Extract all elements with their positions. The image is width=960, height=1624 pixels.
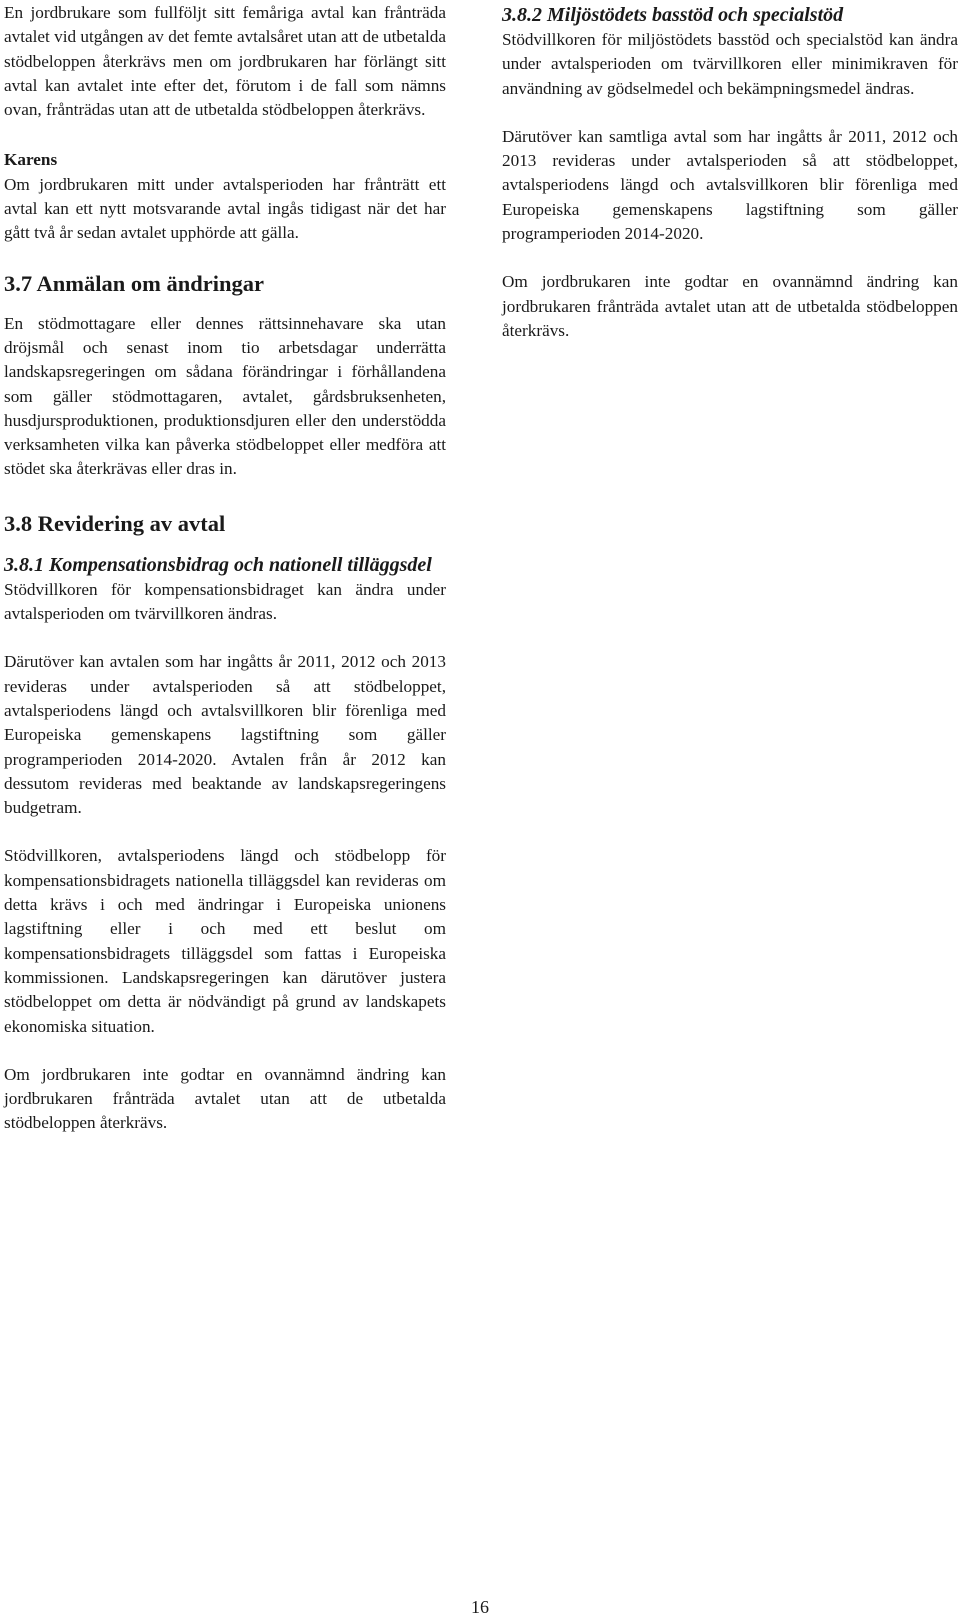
section-3-8-1-paragraph-1: Stödvillkoren för kompensationsbidraget kan ändra under avtalsperioden om tvärvillkoren ändras. (4, 579, 446, 624)
section-3-8-2-paragraph-1: Stödvillkoren för miljöstödets basstöd och specialstöd kan ändra under avtalsperioden om tvärvillkoren eller minimikraven för användning av gödselmedel och bekämpningsmedel ändras. (502, 30, 958, 98)
karens-paragraph: Om jordbrukaren mitt under avtalsperioden har frånträtt ett avtal kan ett nytt motsvarande avtal ingås tidigast när det har gått två år sedan avtalet upphörde att gälla. (4, 174, 446, 243)
section-3-7-paragraph: En stödmottagare eller dennes rättsinnehavare ska utan dröjsmål och senast inom tio arbetsdagar underrätta landskapsregeringen om sådana förändringar i förhållandena som gäller stödmottagaren, avtalet, gårdsbruksenheten, husdjursproduktionen, produktionsdjuren eller den understödda verksamheten vilka kan påverka stödbeloppet eller medföra att stödet ska återkrävas eller dras in. (4, 313, 446, 479)
section-3-8-1-heading: 3.8.1 Kompensationsbidrag och nationell tilläggsdel (4, 553, 432, 576)
section-3-8-2-heading: 3.8.2 Miljöstödets basstöd och specialstöd (502, 4, 844, 26)
section-3-7-heading: 3.7 Anmälan om ändringar (4, 270, 265, 296)
section-3-8-1-paragraph-2: Därutöver kan avtalen som har ingåtts år 2011, 2012 och 2013 revideras under avtalsperioden så att stödbeloppet, avtalsperiodens längd och avtalsvillkoren blir förenliga med Europeiska gemenskapens lagstiftning som gäller programperioden 2014-2020. Avtalen från år 2012 kan dessutom revideras med beaktande av landskapsregeringens budgetram. (4, 652, 446, 818)
left-column (4, 0, 446, 1136)
section-3-8-2-paragraph-3: Om jordbrukaren inte godtar en ovannämnd ändring kan jordbrukaren frånträda avtalet utan att de utbetalda stödbeloppen återkrävs. (502, 272, 958, 340)
page-number: 16 (471, 1597, 489, 1617)
section-3-8-heading: 3.8 Revidering av avtal (4, 510, 226, 536)
section-3-8-1-paragraph-3: Stödvillkoren, avtalsperiodens längd och stödbelopp för kompensationsbidragets nationella tilläggsdel kan revideras om detta krävs i och med ändringar i Europeiska unionens lagstiftning eller i och med ett beslut om kompensationsbidragets tilläggsdel som fattas i Europeiska kommissionen. Landskapsregeringen kan därutöver justera stödbeloppet om detta är nödvändigt på grund av landskapets ekonomiska situation. (4, 846, 446, 1036)
section-3-8-1-paragraph-4: Om jordbrukaren inte godtar en ovannämnd ändring kan jordbrukaren frånträda avtalet utan att de utbetalda stödbeloppen återkrävs. (4, 1064, 446, 1133)
karens-heading: Karens (4, 150, 58, 170)
right-column (502, 0, 958, 343)
intro-paragraph: En jordbrukare som fullföljt sitt femåriga avtal kan frånträda avtalet vid utgången av det femte avtalsåret utan att de utbetalda stödbeloppen återkrävs men om jordbrukaren har förlängt sitt avtal kan avtalet inte efter det, förutom i de fall som nämns ovan, frånträdas utan att de utbetalda stödbeloppen återkrävs. (4, 3, 446, 120)
section-3-8-2-paragraph-2: Därutöver kan samtliga avtal som har ingåtts år 2011, 2012 och 2013 revideras under avtalsperioden så att stödbeloppet, avtalsperiodens längd och avtalsvillkoren blir förenliga med Europeiska gemenskapens lagstiftning som gäller programperioden 2014-2020. (502, 126, 958, 244)
